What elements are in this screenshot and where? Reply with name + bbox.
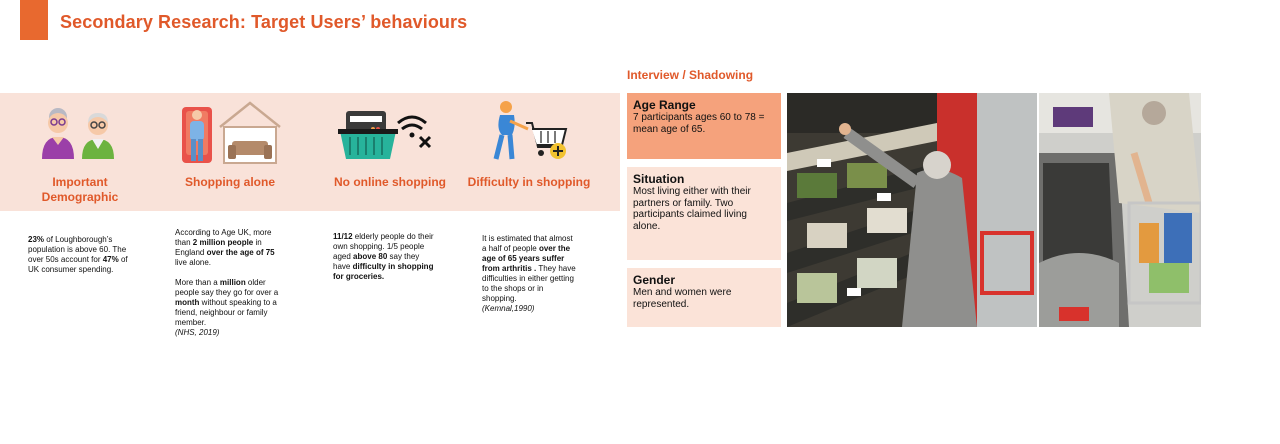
- box-situation: [627, 167, 781, 260]
- desc-difficulty-in-shopping: It is estimated that almost a half of people over the age of 65 years suffer from arthritis . They have difficulties in either getting to the shops or in shopping. (Kemnal,1990): [482, 234, 576, 313]
- box-age-range: [627, 93, 781, 159]
- label-no-online-shopping: No online shopping: [334, 175, 446, 189]
- label-shopping-alone: Shopping alone: [185, 175, 275, 189]
- box-gender-title: Gender: [633, 273, 676, 287]
- box-gender: [627, 268, 781, 327]
- label-difficulty-in-shopping: Difficulty in shopping: [467, 175, 591, 189]
- accent-block: [20, 0, 48, 40]
- desc-no-online-shopping: 11/12 elderly people do their own shopping. 1/5 people aged above 80 say they have difficulty in shopping for groceries.: [333, 232, 434, 281]
- desc-demographic: 23% of Loughborough’s population is above 60. The over 50s account for 47% of UK consumer spending.: [28, 235, 128, 274]
- shadowing-photo-checkout: [1039, 93, 1201, 327]
- elderly-couple-icon: [34, 97, 130, 164]
- page-title: Secondary Research: Target Users’ behaviours: [60, 12, 468, 32]
- column-difficulty-in-shopping: [462, 93, 596, 211]
- column-no-online-shopping: [330, 93, 450, 211]
- shadowing-photo-shelf: [787, 93, 1037, 327]
- elderly-trolley-icon: [486, 99, 572, 170]
- column-shopping-alone: [170, 93, 290, 211]
- box-age-range-title: Age Range: [633, 98, 696, 112]
- box-age-range-body: 7 participants ages 60 to 78 = mean age of 65.: [633, 112, 765, 135]
- interview-title: Interview / Shadowing: [627, 68, 754, 82]
- box-gender-body: Men and women were represented.: [633, 287, 732, 310]
- box-situation-title: Situation: [633, 172, 685, 186]
- column-demographic: [20, 93, 140, 211]
- box-situation-body: Most living either with their partners or family. Two participants claimed living alone.: [633, 186, 751, 232]
- label-important-demographic: Important Demographic: [41, 175, 119, 204]
- no-wifi-basket-icon: [336, 107, 436, 168]
- person-alone-home-icon: [176, 97, 286, 172]
- desc-shopping-alone: According to Age UK, more than 2 million people in England over the age of 75 live alone. More than a million older people say they go for over a month without speaking to a friend, neighbour or family member. (NHS, 2019): [175, 228, 279, 337]
